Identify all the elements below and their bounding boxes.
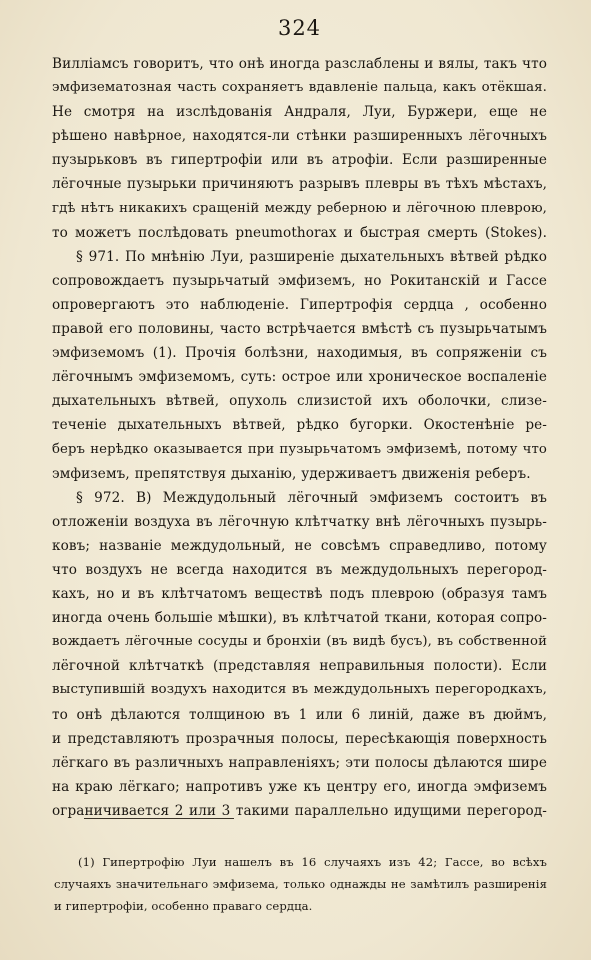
text-line: Вилліамсъ говоритъ, что онѣ иногда разслаблены и вялы, такъ что bbox=[52, 56, 547, 72]
footnote-divider bbox=[84, 818, 234, 819]
text-line: дыхательныхъ вѣтвей, опухоль слизистой ихъ оболочки, слизе- bbox=[52, 393, 547, 410]
text-line: опровергаютъ это наблюденіе. Гипертрофія сердца , особенно bbox=[52, 296, 547, 313]
body-text bbox=[52, 52, 547, 823]
text-line: беръ нерѣдко оказывается при пузырьчатомъ эмфиземѣ, потому что bbox=[52, 441, 547, 457]
text-line: лёгкаго въ различныхъ направленіяхъ; эти полосы дѣлаются шире bbox=[52, 754, 547, 771]
text-line: иногда очень большіе мѣшки), въ клѣтчатой ткани, которая сопро- bbox=[52, 610, 547, 627]
text-line: отложеніи воздуха въ лёгочную клѣтчатку внѣ лёгочныхъ пузырь- bbox=[52, 513, 547, 530]
text-line: то онѣ дѣлаются толщиною въ 1 или 6 линій, даже въ дюймъ, bbox=[52, 706, 547, 723]
text-line: сопровождаетъ пузырьчатый эмфиземъ, но Рокитанскій и Гассе bbox=[52, 272, 547, 289]
text-line: и представляютъ прозрачныя полосы, пересѣкающія поверхность bbox=[52, 730, 547, 747]
footnote-line: и гипертрофіи, особенно праваго сердца. bbox=[54, 899, 313, 913]
text-line: эмфиземомъ (1). Прочія болѣзни, находимыя, въ сопряженіи съ bbox=[52, 345, 547, 362]
text-line: вождаетъ лёгочные сосуды и бронхіи (въ видѣ бусъ), въ собственной bbox=[52, 634, 547, 650]
text-line: эмфиземъ, препятствуя дыханію, удерживаетъ движенія реберъ. bbox=[52, 465, 531, 482]
text-line: что воздухъ не всегда находится въ междудольныхъ перегород- bbox=[52, 561, 547, 578]
text-line: лёгочной клѣтчаткѣ (представляя неправильныя полости). Если bbox=[52, 658, 547, 675]
text-line: эмфизематозная часть сохраняетъ вдавленіе пальца, какъ отёкшая. bbox=[52, 80, 547, 96]
paragraph-971-start: § 971. По мнѣнію Луи, разширеніе дыхательныхъ вѣтвей рѣдко bbox=[76, 248, 547, 265]
text-line: пузырьковъ въ гипертрофіи или въ атрофіи. Если разширенные bbox=[52, 152, 547, 169]
text-line: ограничивается 2 или 3 такими параллельно идущими перегород- bbox=[52, 802, 547, 819]
text-line: гдѣ нѣтъ никакихъ сращеній между реберною и лёгочною плеврою, bbox=[52, 200, 547, 216]
text-line: рѣшено навѣрное, находятся-ли стѣнки разширенныхъ лёгочныхъ bbox=[52, 128, 547, 145]
text-line: выступившій воздухъ находится въ междудольныхъ перегородкахъ, bbox=[52, 682, 547, 698]
footnote bbox=[54, 851, 547, 917]
text-line: Не смотря на изслѣдованія Андраля, Луи, Буржери, еще не bbox=[52, 104, 547, 121]
paragraph-972-start: § 972. В) Междудольный лёгочный эмфиземъ состоитъ въ bbox=[76, 489, 547, 506]
footnote-line: случаяхъ значительнаго эмфизема, только однажды не замѣтилъ разширенія bbox=[54, 877, 547, 891]
text-line: то можетъ послѣдовать pneumothorax и быстрая смерть (Stokes). bbox=[52, 224, 547, 241]
page-number: 324 bbox=[277, 16, 322, 40]
text-line: теченіе дыхательныхъ вѣтвей, рѣдко бугорки. Окостенѣніе ре- bbox=[52, 417, 547, 434]
text-line: на краю лёгкаго; напротивъ уже къ центру его, иногда эмфиземъ bbox=[52, 778, 547, 795]
text-line: правой его половины, часто встрѣчается вмѣстѣ съ пузырьчатымъ bbox=[52, 321, 547, 338]
footnote-line: (1) Гипертрофію Луи нашелъ въ 16 случаяхъ изъ 42; Гассе, во всѣхъ bbox=[78, 855, 547, 869]
text-line: ковъ; названіе междудольный, не совсѣмъ справедливо, потому bbox=[52, 537, 547, 554]
text-line: кахъ, но и въ клѣтчатомъ веществѣ подъ плеврою (образуя тамъ bbox=[52, 586, 547, 603]
text-line: лёгочные пузырьки причиняютъ разрывъ плевры въ тѣхъ мѣстахъ, bbox=[52, 176, 547, 193]
text-line: лёгочнымъ эмфиземомъ, суть: острое или хроническое воспаленіе bbox=[52, 369, 547, 386]
